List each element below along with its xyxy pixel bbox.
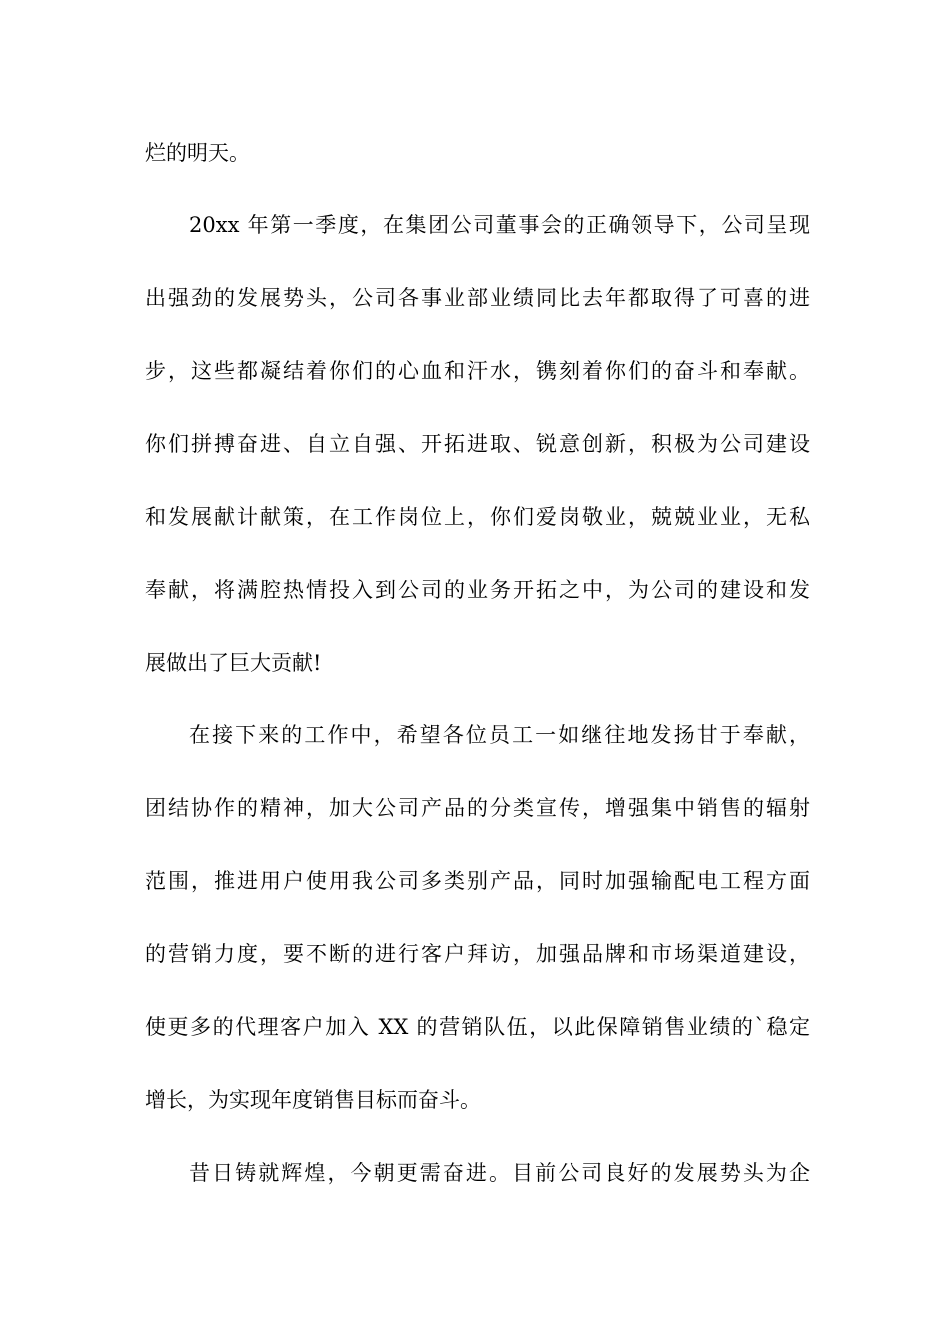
paragraph-1-line-1: 20xx 年第一季度，在集团公司董事会的正确领导下，公司呈现 (189, 213, 810, 237)
paragraph-2-line-5: 使更多的代理客户加入 XX 的营销队伍，以此保障销售业绩的`稳定 (145, 1015, 810, 1039)
paragraph-2-line-3: 范围，推进用户使用我公司多类别产品，同时加强输配电工程方面 (145, 869, 810, 893)
paragraph-1-line-2: 出强劲的发展势头，公司各事业部业绩同比去年都取得了可喜的进 (145, 286, 810, 310)
paragraph-1-line-5: 和发展献计献策，在工作岗位上，你们爱岗敬业，兢兢业业，无私 (145, 505, 810, 529)
paragraph-2-line-6: 增长，为实现年度销售目标而奋斗。 (145, 1088, 481, 1112)
paragraph-2-line-1: 在接下来的工作中，希望各位员工一如继往地发扬甘于奉献， (189, 723, 810, 747)
paragraph-1-line-7: 展做出了巨大贡献! (145, 651, 322, 675)
paragraph-2-line-4: 的营销力度，要不断的进行客户拜访，加强品牌和市场渠道建设， (145, 942, 810, 966)
paragraph-1-line-6: 奉献，将满腔热情投入到公司的业务开拓之中，为公司的建设和发 (145, 578, 810, 602)
text-line-1: 烂的明天。 (145, 141, 250, 165)
paragraph-1-line-4: 你们拼搏奋进、自立自强、开拓进取、锐意创新，积极为公司建设 (145, 432, 810, 456)
paragraph-1-line-3: 步，这些都凝结着你们的心血和汗水，镌刻着你们的奋斗和奉献。 (145, 359, 810, 383)
paragraph-2-line-2: 团结协作的精神，加大公司产品的分类宣传，增强集中销售的辐射 (145, 796, 810, 820)
paragraph-3-line-1: 昔日铸就辉煌，今朝更需奋进。目前公司良好的发展势头为企 (189, 1161, 810, 1185)
